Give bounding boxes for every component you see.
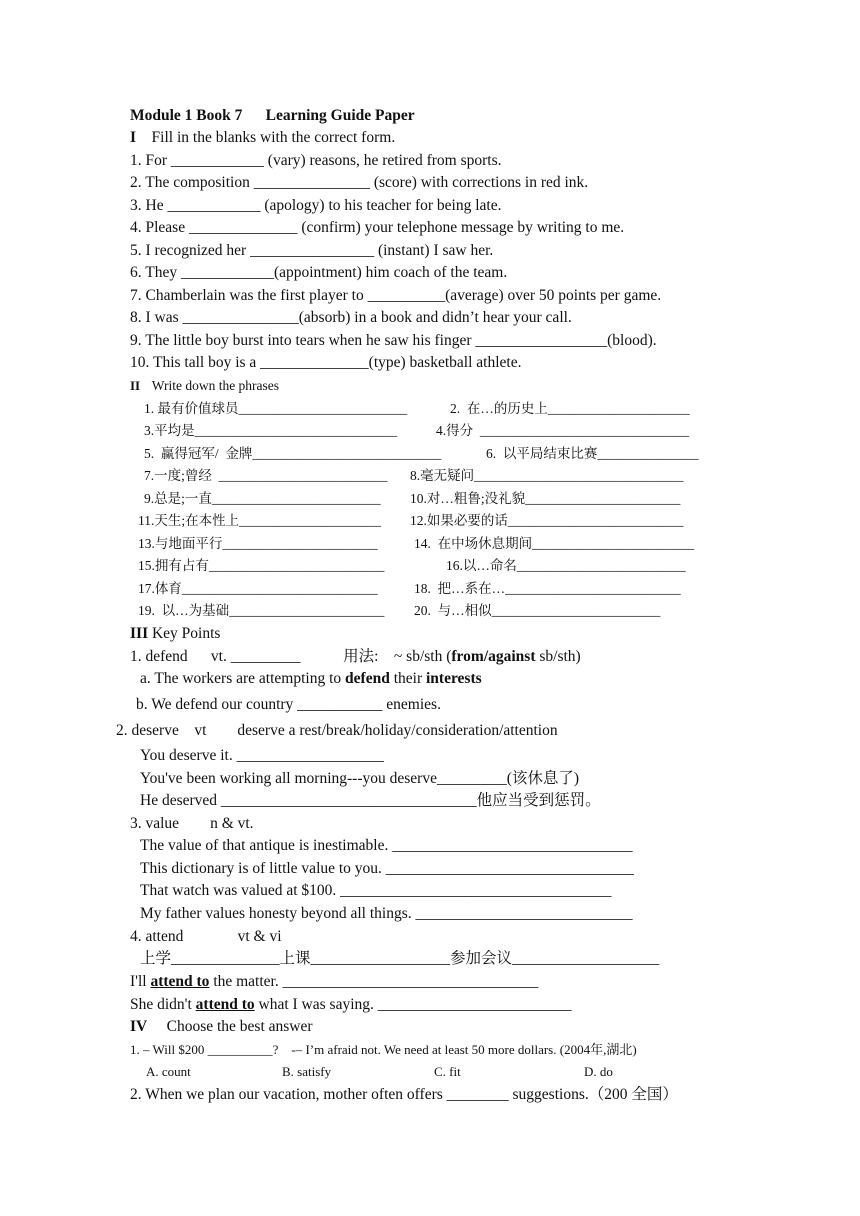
- section-2-heading: II Write down the phrases: [130, 378, 280, 393]
- phrase-item: 14. 在中场休息期间________________________: [414, 536, 695, 551]
- fill-blank-item: 3. He ____________ (apology) to his teacher for being late.: [130, 197, 502, 214]
- keypoint-defend-example-a: a. The workers are attempting to defend their interests: [140, 670, 482, 687]
- phrase-item: 19. 以…为基础_______________________: [138, 603, 385, 618]
- fill-blank-item: 1. For ____________ (vary) reasons, he retired from sports.: [130, 152, 502, 169]
- keypoint-deserve-line: You deserve it. ___________________: [140, 747, 384, 764]
- section-3-heading: III Key Points: [130, 625, 221, 642]
- phrase-item: 5. 赢得冠军/ 金牌____________________________: [144, 446, 442, 461]
- keypoint-attend-head: 4. attend vt & vi: [130, 928, 282, 945]
- phrase-item: 11.天生;在本性上_____________________: [138, 513, 381, 528]
- fill-blank-item: 2. The composition _______________ (score) with corrections in red ink.: [130, 174, 589, 191]
- keypoint-deserve-line: You've been working all morning---you deserve_________(该休息了): [140, 770, 580, 787]
- keypoint-value-line: The value of that antique is inestimable. _______________________________: [140, 837, 633, 854]
- fill-blank-item: 6. They ____________(appointment) him coach of the team.: [130, 264, 508, 281]
- phrase-item: 12.如果必要的话__________________________: [410, 513, 684, 528]
- keypoint-attend-line: 上学______________上课__________________参加会议___________________: [140, 950, 660, 967]
- section-1-heading: I Fill in the blanks with the correct form.: [130, 129, 396, 146]
- choice-option: A. count: [146, 1064, 191, 1079]
- phrase-item: 3.平均是______________________________: [144, 423, 398, 438]
- choice-option: B. satisfy: [282, 1064, 332, 1079]
- keypoint-value-line: This dictionary is of little value to you. ________________________________: [140, 860, 634, 877]
- keypoint-value-line: That watch was valued at $100. ___________________________________: [140, 882, 612, 899]
- phrase-item: 9.总是;一直_________________________: [144, 491, 381, 506]
- phrase-item: 1. 最有价值球员_________________________: [144, 401, 408, 416]
- fill-blank-item: 7. Chamberlain was the first player to __________(average) over 50 points per game.: [130, 287, 662, 304]
- fill-blank-item: 9. The little boy burst into tears when he saw his finger _________________(blood).: [130, 332, 657, 349]
- phrase-item: 18. 把…系在…__________________________: [414, 581, 681, 596]
- phrase-item: 15.拥有占有__________________________: [138, 558, 385, 573]
- fill-blank-item: 4. Please ______________ (confirm) your telephone message by writing to me.: [130, 219, 625, 236]
- phrase-item: 17.体育_____________________________: [138, 581, 378, 596]
- keypoint-value-line: My father values honesty beyond all things. ____________________________: [140, 905, 633, 922]
- phrase-item: 6. 以平局结束比赛_______________: [486, 446, 699, 461]
- fill-blank-item: 10. This tall boy is a ______________(type) basketball athlete.: [130, 354, 522, 371]
- keypoint-defend-head: 1. defend vt. _________ 用法: ~ sb/sth (from/against sb/sth): [130, 648, 581, 665]
- choice-question: 1. – Will $200 __________? -– I’m afraid not. We need at least 50 more dollars. (2004年,湖北): [130, 1042, 637, 1057]
- choice-option: D. do: [584, 1064, 613, 1079]
- page-title: Module 1 Book 7 Learning Guide Paper: [130, 107, 415, 124]
- keypoint-attend-line: She didn't attend to what I was saying. _________________________: [130, 996, 572, 1013]
- keypoint-deserve-head: 2. deserve vt deserve a rest/break/holiday/consideration/attention: [116, 722, 558, 739]
- fill-blank-item: 5. I recognized her ________________ (instant) I saw her.: [130, 242, 494, 259]
- keypoint-attend-line: I'll attend to the matter. _________________________________: [130, 973, 539, 990]
- choice-question: 2. When we plan our vacation, mother often offers ________ suggestions.（200 全国）: [130, 1086, 678, 1103]
- phrase-item: 13.与地面平行_______________________: [138, 536, 378, 551]
- phrase-item: 7.一度;曾经 _________________________: [144, 468, 388, 483]
- phrase-item: 4.得分 _______________________________: [436, 423, 690, 438]
- section-4-heading: IV Choose the best answer: [130, 1018, 313, 1035]
- phrase-item: 8.毫无疑问_______________________________: [410, 468, 684, 483]
- phrase-item: 16.以…命名_________________________: [446, 558, 686, 573]
- phrase-item: 10.对…粗鲁;没礼貌_______________________: [410, 491, 681, 506]
- fill-blank-item: 8. I was _______________(absorb) in a book and didn’t hear your call.: [130, 309, 572, 326]
- keypoint-deserve-line: He deserved _________________________________他应当受到惩罚。: [140, 792, 601, 809]
- phrase-item: 2. 在…的历史上_____________________: [450, 401, 690, 416]
- keypoint-value-head: 3. value n & vt.: [130, 815, 254, 832]
- keypoint-defend-example-b: b. We defend our country ___________ enemies.: [136, 696, 441, 713]
- phrase-item: 20. 与…相似_________________________: [414, 603, 661, 618]
- choice-option: C. fit: [434, 1064, 461, 1079]
